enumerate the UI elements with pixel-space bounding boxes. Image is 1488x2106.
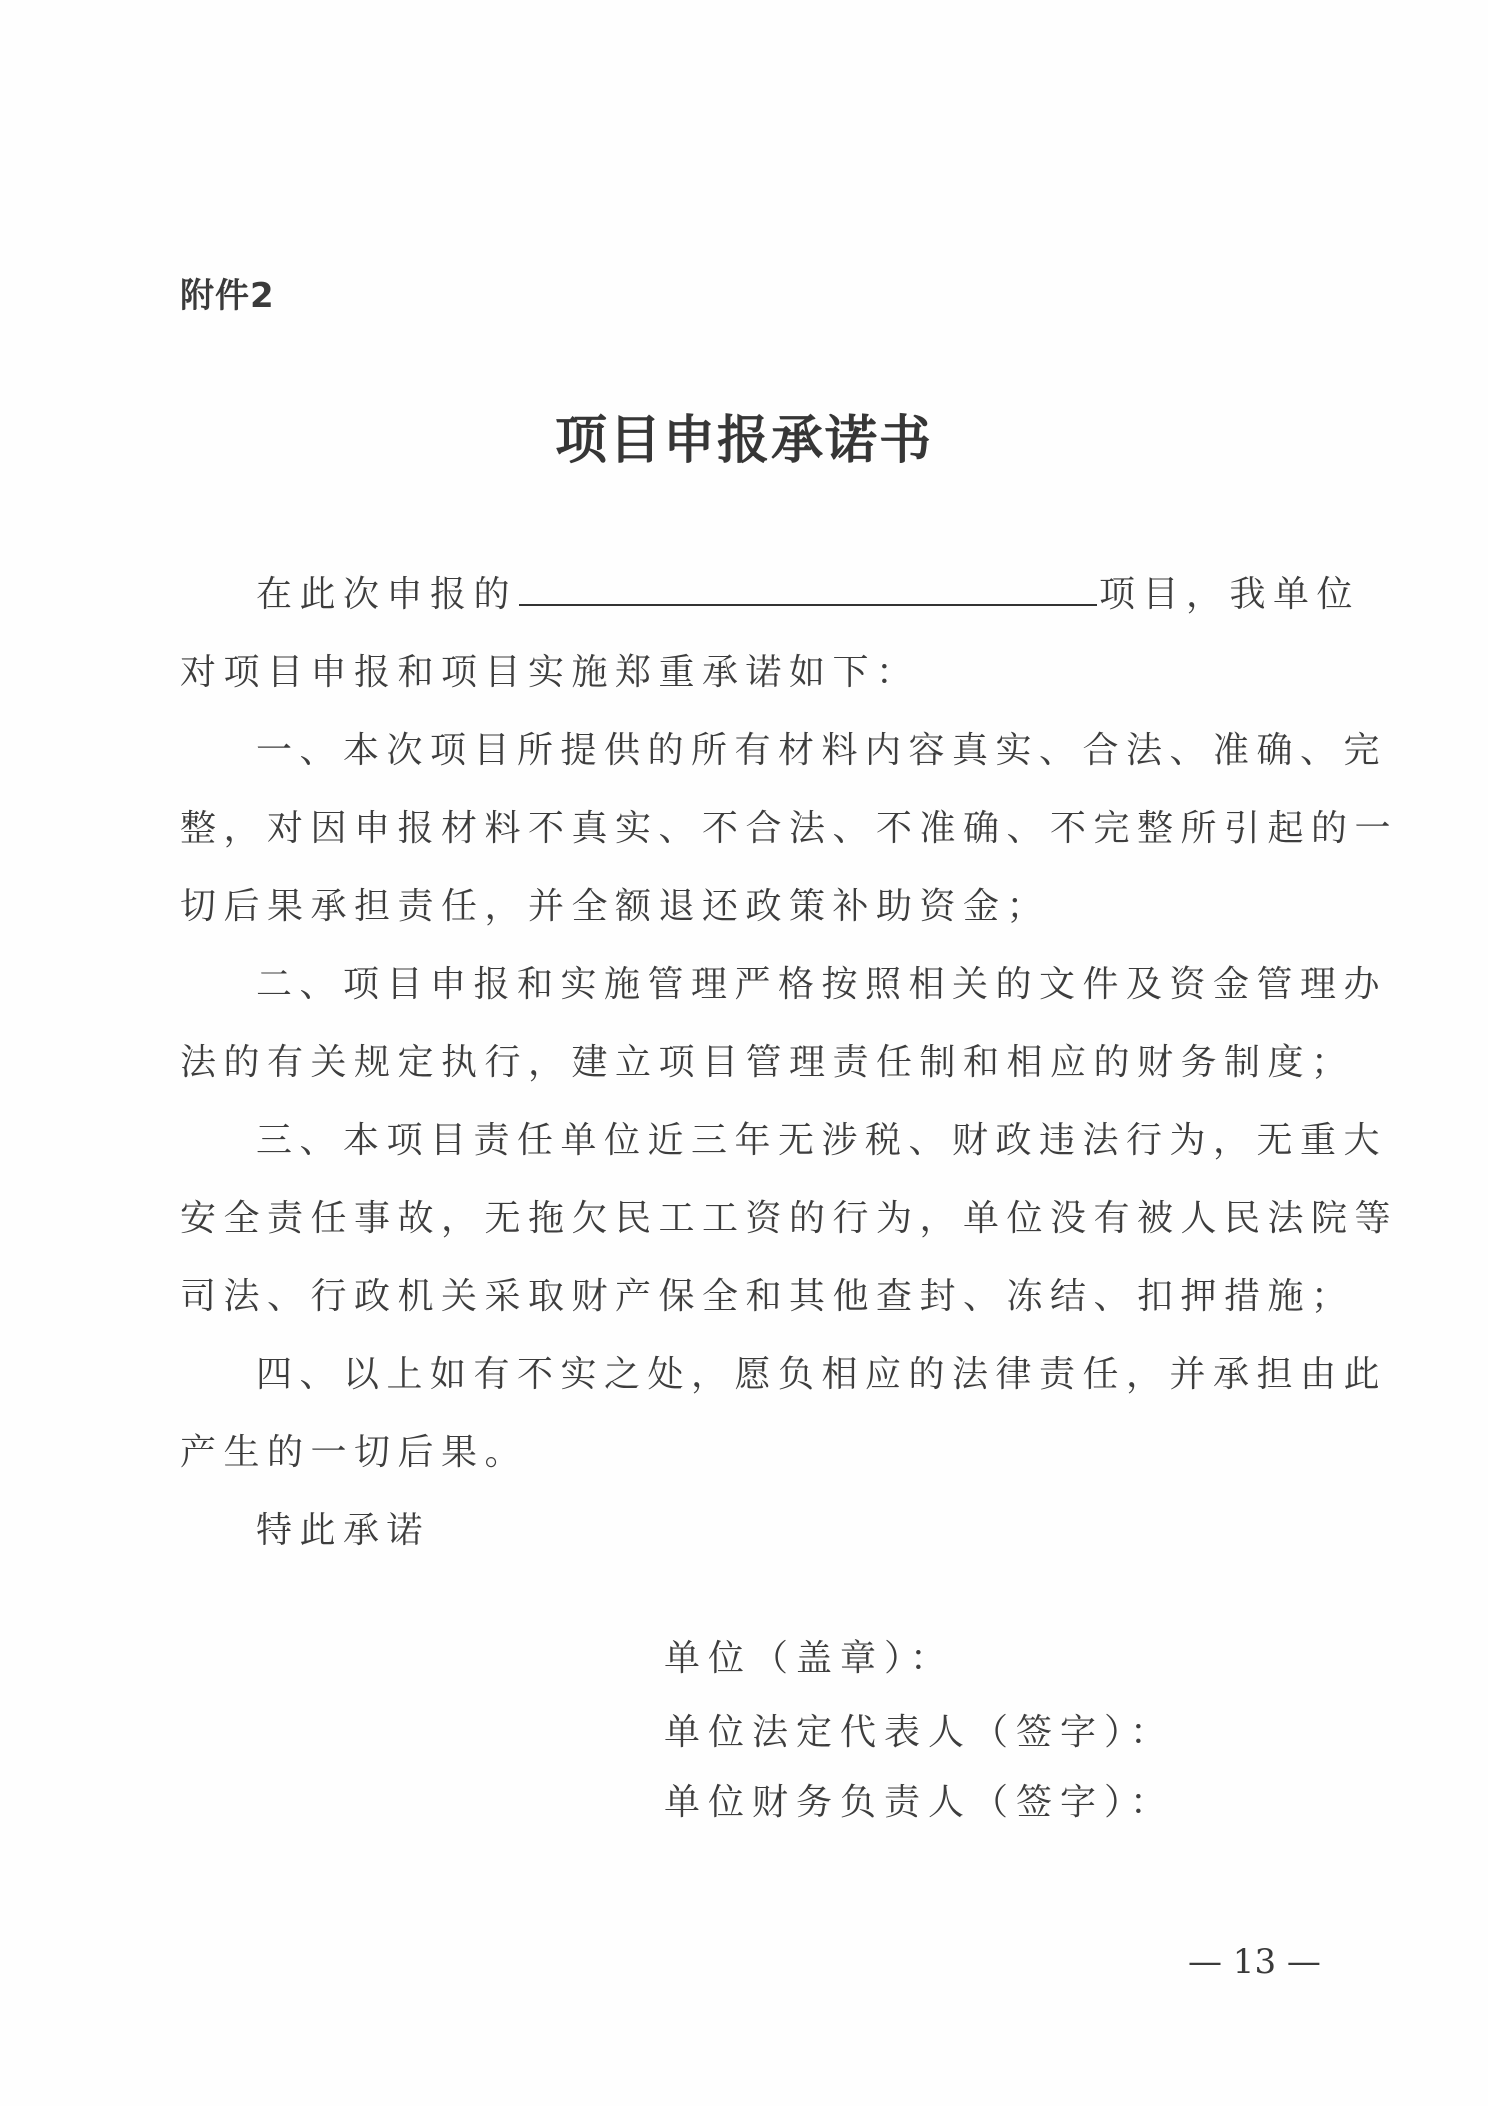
document-title: 项目申报承诺书 [554,410,933,471]
intro-line-2: 对项目申报和项目实施郑重承诺如下： [180,652,920,693]
intro-prefix: 在此次申报的 [256,574,518,615]
clause-1-line-2: 整，对因申报材料不真实、不合法、不准确、不完整所引起的一 [180,808,1399,849]
clause-2-line-1: 二、项目申报和实施管理严格按照相关的文件及资金管理办 [256,964,1388,1005]
page-number: — 13 — [1188,1942,1321,1982]
clause-3-line-1: 三、本项目责任单位近三年无涉税、财政违法行为，无重大 [256,1120,1388,1161]
attachment-label: 附件2 [180,276,275,316]
clause-2-line-2: 法的有关规定执行，建立项目管理责任制和相应的财务制度； [180,1042,1355,1083]
intro-line [256,566,1360,617]
unit-seal-field[interactable]: 单位（盖章）： [664,1638,955,1679]
intro-suffix: 项目，我单位 [1099,574,1361,615]
finance-head-signature-field[interactable]: 单位财务负责人（签字）： [664,1782,1175,1823]
project-name-blank[interactable] [519,568,1097,606]
clause-3-line-2: 安全责任事故，无拖欠民工工资的行为，单位没有被人民法院等 [180,1198,1399,1239]
clause-1-line-3: 切后果承担责任，并全额退还政策补助资金； [180,886,1051,927]
clause-4-line-1: 四、以上如有不实之处，愿负相应的法律责任，并承担由此 [256,1354,1388,1395]
legal-rep-signature-field[interactable]: 单位法定代表人（签字）： [664,1712,1175,1753]
clause-1-line-1: 一、本次项目所提供的所有材料内容真实、合法、准确、完 [256,730,1388,771]
clause-4-line-2: 产生的一切后果。 [180,1432,529,1473]
closing-text: 特此承诺 [256,1510,431,1551]
clause-3-line-3: 司法、行政机关采取财产保全和其他查封、冻结、扣押措施； [180,1276,1355,1317]
